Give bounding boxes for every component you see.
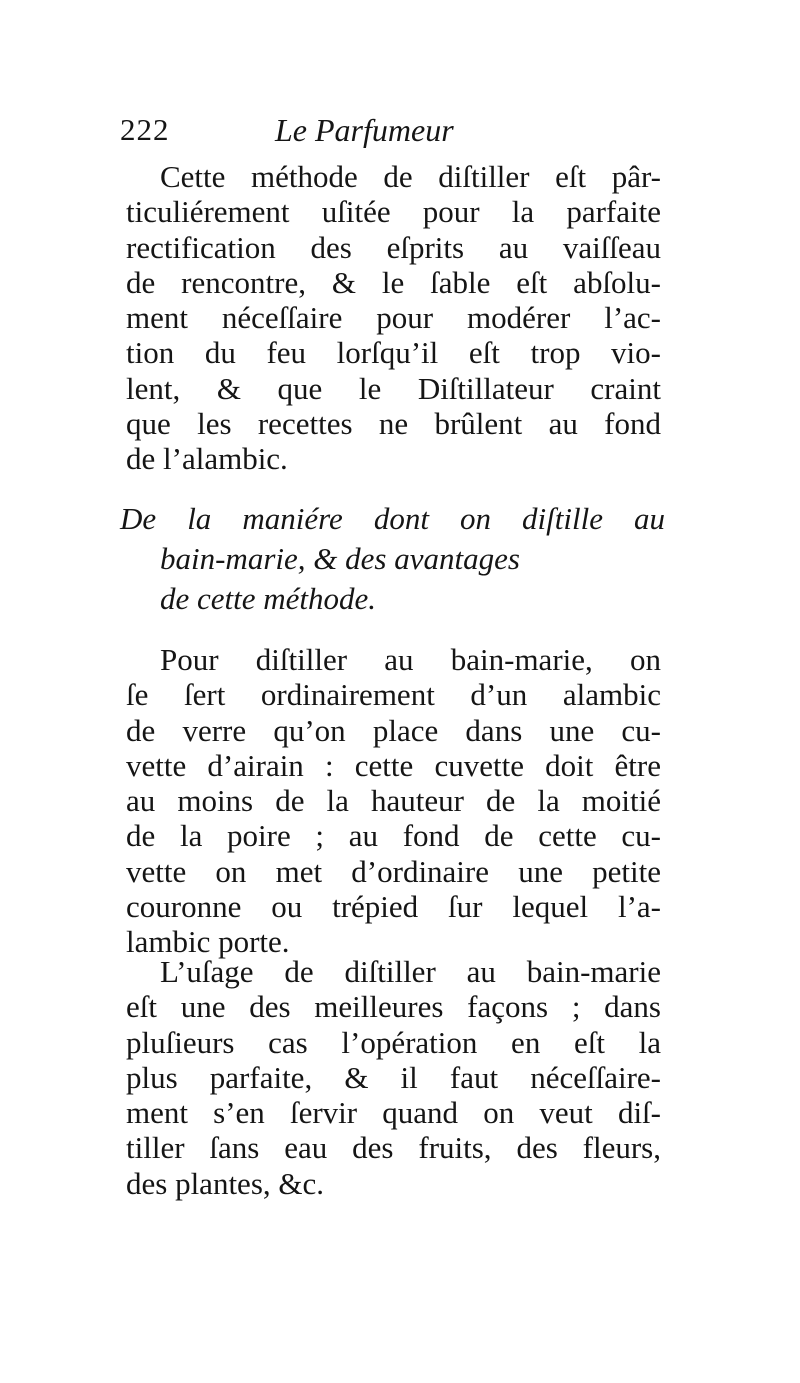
text-line: des plantes, &c. — [126, 1165, 325, 1201]
page-number: 222 — [120, 112, 170, 147]
text-line: lent, & que le Diſtillateur craint — [126, 370, 661, 406]
text-line: L’uſage de diſtiller au bain-marie — [160, 954, 661, 989]
paragraph-3 — [126, 954, 661, 1201]
text-line: ment s’en ſervir quand on veut diſ- — [126, 1095, 661, 1131]
text-line: Cette méthode de diſtiller eſt pâr- — [160, 159, 661, 194]
text-line: ſe ſert ordinairement d’un alambic — [126, 677, 661, 713]
text-line: vette on met d’ordinaire une petite — [126, 853, 661, 889]
heading-line: de cette méthode. — [160, 581, 377, 616]
heading-line: bain-marie, & des avantages — [160, 541, 520, 576]
text-line: ticuliérement uſitée pour la parfaite — [126, 194, 661, 230]
text-line: Pour diſtiller au bain-marie, on — [160, 642, 661, 677]
text-line: tiller ſans eau des fruits, des fleurs, — [126, 1130, 661, 1166]
text-line: de verre qu’on place dans une cu- — [126, 712, 661, 748]
text-line: rectification des eſprits au vaiſſeau — [126, 229, 661, 265]
paragraph-1 — [126, 159, 661, 477]
text-line: plus parfaite, & il faut néceſſaire- — [126, 1059, 661, 1095]
text-line: pluſieurs cas l’opération en eſt la — [126, 1024, 661, 1060]
section-heading — [120, 499, 665, 619]
text-line: que les recettes ne brûlent au fond — [126, 406, 661, 442]
heading-line: De la maniére dont on diſtille au — [120, 501, 665, 536]
text-line: vette d’airain : cette cuvette doit être — [126, 747, 661, 783]
paragraph-2 — [126, 642, 661, 960]
text-line: eſt une des meilleures façons ; dans — [126, 989, 661, 1025]
running-title: Le Parfumeur — [275, 112, 454, 148]
text-line: couronne ou trépied ſur lequel l’a- — [126, 889, 661, 925]
page-header — [120, 112, 680, 156]
text-line: au moins de la hauteur de la moitié — [126, 783, 661, 819]
text-line: de la poire ; au fond de cette cu- — [126, 818, 661, 854]
text-line: lambic porte. — [126, 924, 290, 960]
text-line: de l’alambic. — [126, 441, 288, 477]
text-line: ment néceſſaire pour modérer l’ac- — [126, 300, 661, 336]
text-line: de rencontre, & le ſable eſt abſolu- — [126, 264, 661, 300]
text-line: tion du feu lorſqu’il eſt trop vio- — [126, 335, 661, 371]
